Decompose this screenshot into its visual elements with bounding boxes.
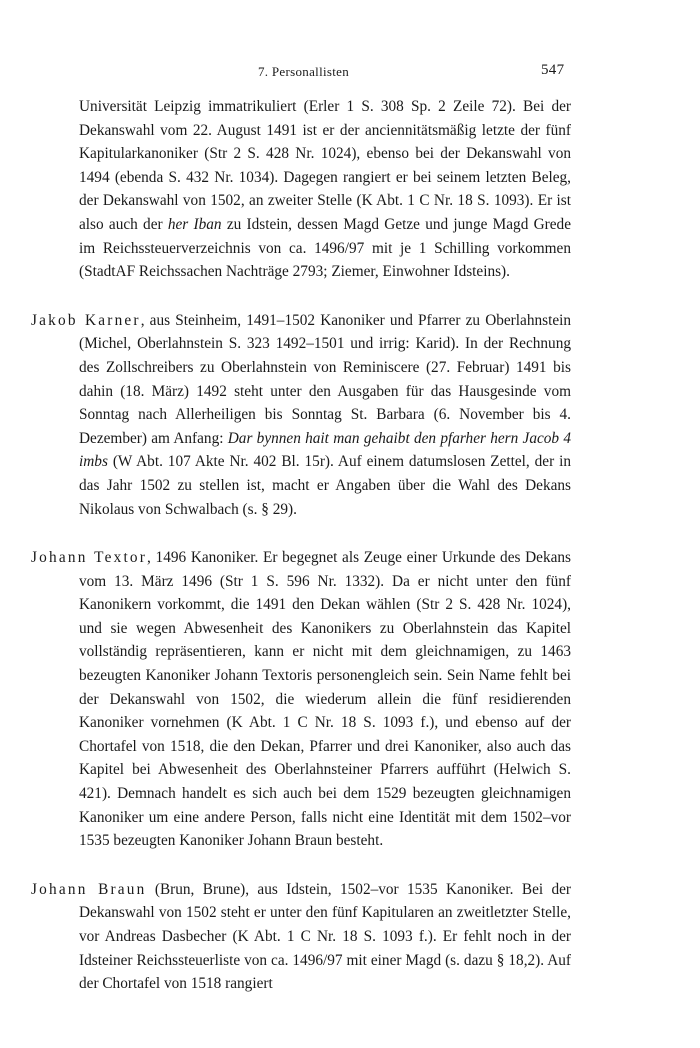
- entry-johann-textor: [31, 546, 571, 853]
- italic-term: her Iban: [167, 215, 222, 233]
- italic-quote: Dar bynnen hait man gehaibt den pfarher hern Jacob 4 imbs: [79, 429, 571, 471]
- text-segment: zu Idstein, dessen Magd Getze und junge Magd Grede im Reichssteuerverzeichnis von ca. 1496/97 mit je 1 Schilling vorkommen (StadtAF Reichssachen Nachträge 2793; Ziemer, Einwohner Idsteins).: [79, 215, 571, 281]
- text-segment: , 1496 Kanoniker. Er begegnet als Zeuge einer Urkunde des Dekans vom 13. März 1496 (Str 1 S. 596 Nr. 1332). Da er nicht unter den fünf Kanonikern vorkommt, die 1491 den Dekan wählen (Str 2 S. 428 Nr. 1024), und sie wegen Abwesenheit des Kanonikers zu Oberlahnstein das Kapitel vollständig repräsentieren, kann er nicht mit dem gleichnamigen, zu 1463 bezeugten Kanoniker Johann Textoris personengleich sein. Sein Name fehlt bei der Dekanswahl von 1502, die wiederum allein die fünf residierenden Kanoniker vornehmen (K Abt. 1 C Nr. 18 S. 1093 f.), und ebenso auf der Chortafel von 1518, die den Dekan, Pfarrer und drei Kanoniker, also auch das Kapitel bei Abwesenheit des Oberlahnsteiner Pfarrers aufführt (Helwich S. 421). Demnach handelt es sich auch bei dem 1529 bezeugten gleichnamigen Kanoniker um eine andere Person, falls nicht eine Identität mit dem 1502–vor 1535 bezeugten Kanoniker Johann Braun besteht.: [79, 549, 571, 850]
- running-title: 7. Personallisten: [258, 64, 350, 79]
- entry-name: Johann Braun: [31, 880, 147, 898]
- entry-johann-braun: [31, 878, 571, 996]
- entry-name: Jakob Karner: [31, 311, 141, 329]
- text-segment: , aus Steinheim, 1491–1502 Kanoniker und Pfarrer zu Oberlahnstein (Michel, Oberlahnstein S. 323 1492–1501 und irrig: Karid). In der Rechnung des Zollschreibers zu Oberlahnstein von Reminiscere (27. Februar) 1491 bis dahin (18. März) 1492 steht unter den Ausgaben für das Hausgesinde vom Sonntag nach Allerheiligen bis Sonntag St. Barbara (6. November bis 4. Dezember) am Anfang:: [79, 311, 572, 447]
- entry-jakob-karner: [31, 309, 571, 521]
- entry-name: Johann Textor: [31, 549, 148, 567]
- continuation-paragraph: [31, 95, 571, 284]
- text-segment: Universität Leipzig immatrikuliert (Erler 1 S. 308 Sp. 2 Zeile 72). Bei der Dekanswahl vom 22. August 1491 ist er der anciennitätsmäßig letzte der fünf Kapitularkanoniker (Str 2 S. 428 Nr. 1024), ebenso bei der Dekanswahl von 1494 (ebenda S. 432 Nr. 1034). Dagegen rangiert er bei seinem letzten Beleg, der Dekanswahl von 1502, an zweiter Stelle (K Abt. 1 C Nr. 18 S. 1093). Er ist also auch der: [79, 98, 571, 233]
- page-number: 547: [541, 62, 565, 78]
- text-segment: (W Abt. 107 Akte Nr. 402 Bl. 15r). Auf einem datumslosen Zettel, der in das Jahr 1502 zu stellen ist, macht er Angaben über die Wahl des Dekans Nikolaus von Schwalbach (s. § 29).: [79, 453, 571, 518]
- body-text: [31, 95, 571, 996]
- text-segment: (Brun, Brune), aus Idstein, 1502–vor 1535 Kanoniker. Bei der Dekanswahl von 1502 steht er unter den fünf Kapitularen an zweitletzter Stelle, vor Andreas Dasbecher (K Abt. 1 C Nr. 18 S. 1093 f.). Er fehlt noch in der Idsteiner Reichssteuerliste von ca. 1496/97 mit einer Magd (s. dazu § 18,2). Auf der Chortafel von 1518 rangiert: [79, 880, 572, 993]
